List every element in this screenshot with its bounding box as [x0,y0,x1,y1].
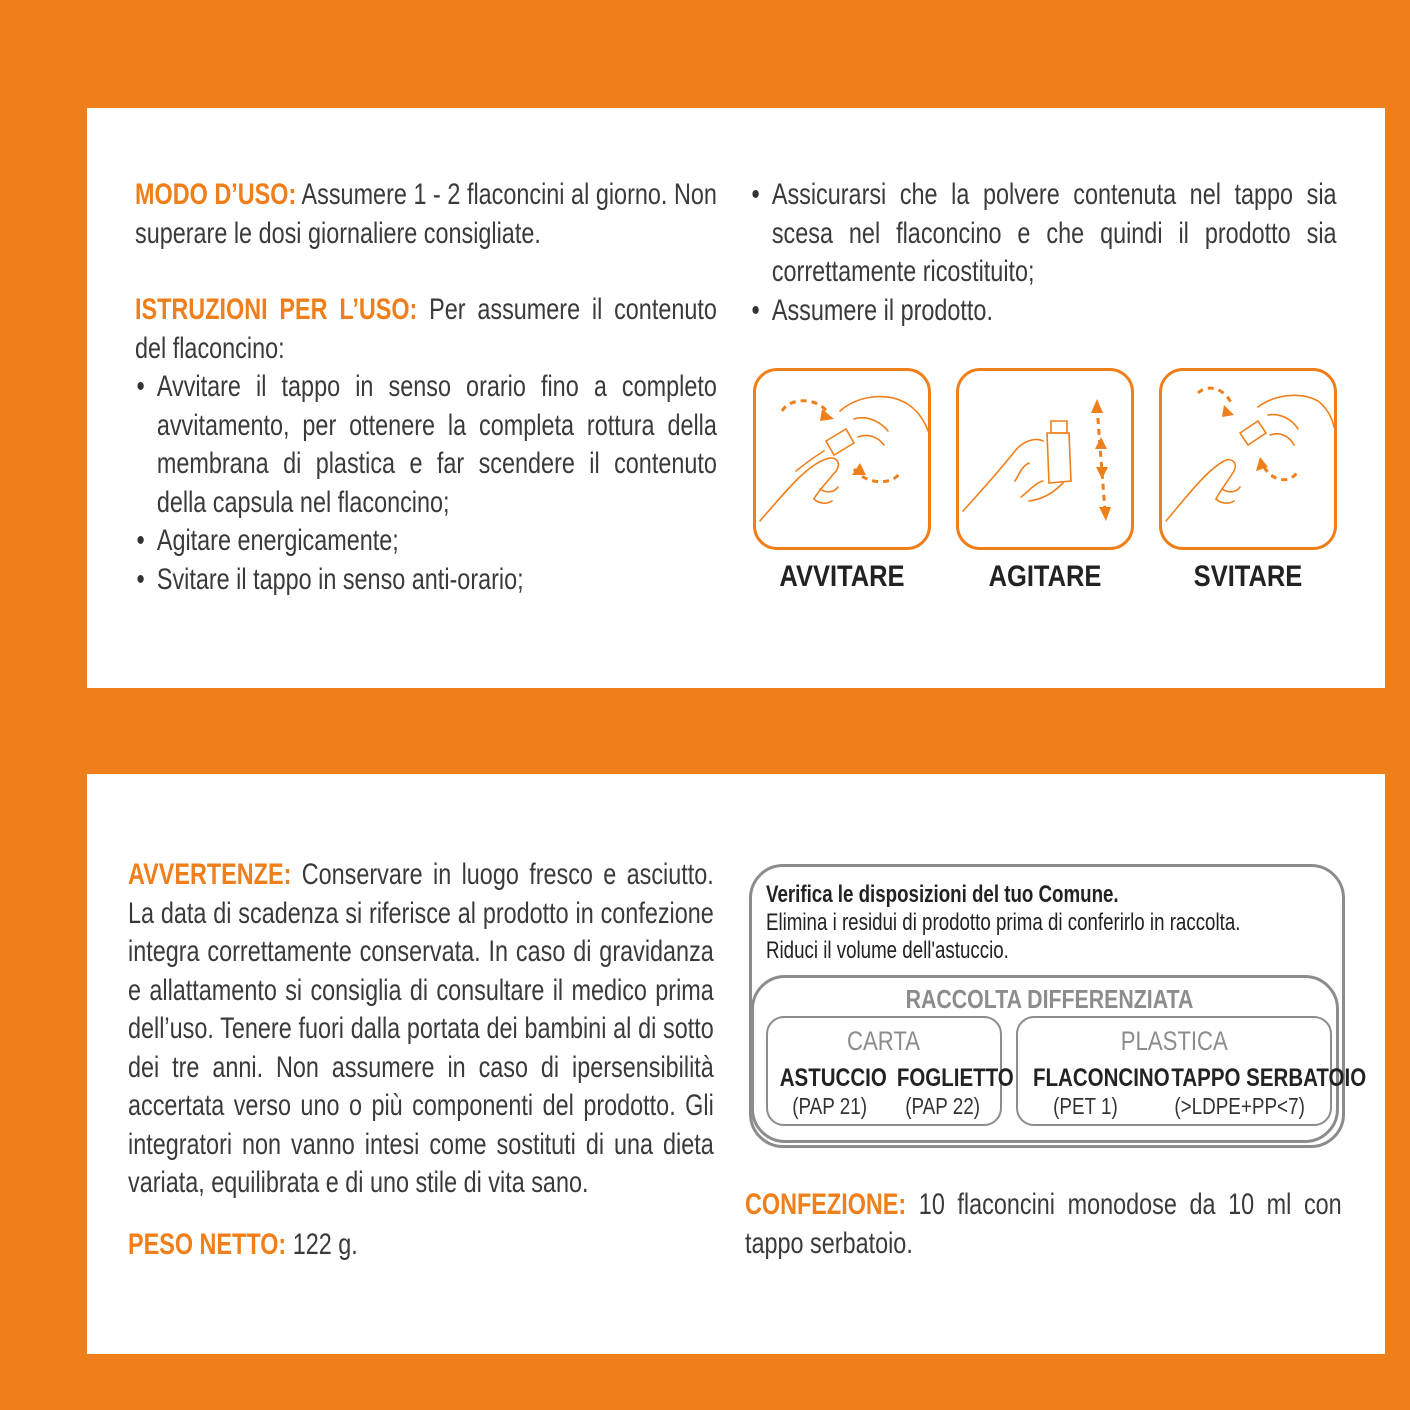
usage-panel [87,108,1385,688]
raccolta-title-text: RACCOLTA DIFFERENZIATA [905,984,1193,1014]
steps-list [135,368,717,599]
avvertenze-paragraph [128,856,714,1203]
screw-cap-icon [753,368,931,550]
list-item: • Avvitare il tappo in senso orario fino a completo avvitamento, per ottenere la completa rottura della membrana di plastica e far scendere il contenuto della capsula nel flaconcino; [135,368,717,522]
recycling-line-2: Elimina i residui di prodotto prima di conferirlo in raccolta. [766,909,1241,936]
modo-paragraph [135,176,717,253]
avvertenze-label: AVVERTENZE: [128,858,292,891]
recycling-line-1: Verifica le disposizioni del tuo Comune. [766,881,1119,908]
list-item: • Svitare il tappo in senso anti-orario; [135,561,717,600]
recycle-item-name: FOGLIETTO [896,1064,1014,1092]
istruzioni-label: ISTRUZIONI PER L’USO: [135,293,418,326]
bin-title-text: CARTA [847,1026,921,1056]
list-item: • Agitare energicamente; [135,522,717,561]
recycle-item [1018,1064,1170,1120]
confezione-text: 10 flaconcini monodose da 10 ml con tappo serbatoio. [745,1188,1342,1260]
recycling-instructions [766,881,1339,965]
recycle-item [1150,1064,1367,1120]
avvertenze-text: Conservare in luogo fresco e asciutto. La data di scadenza si riferisce al prodotto in confezione integra correttamente conservata. In caso di gravidanza e allattamento si consiglia di consultare il medico prima dell’uso. Tenere fuori dalla portata dei bambini al di sotto dei tre anni. Non assumere in caso di ipersensibilità accertata verso uno o più componenti del prodotto. Gli integratori non vanno intesi come sostituti di una dieta variata, equilibrata e di uno stile di vita sano. [128,858,714,1199]
recycling-line-3: Riduci il volume dell'astuccio. [766,937,1009,964]
recycle-item-code: (PAP 21) [792,1093,868,1119]
step-agitare [956,368,1134,594]
step-caption: SVITARE [1193,560,1303,593]
step-caption: AGITARE [988,560,1102,593]
istruzioni-paragraph [135,291,717,368]
confezione-column [745,1186,1342,1263]
peso-value: 122 g. [292,1228,358,1261]
modo-text: Assumere 1 - 2 flaconcini al giorno. Non superare le dosi giornaliere consigliate. [135,178,717,250]
confezione-label: CONFEZIONE: [745,1188,907,1221]
list-item: • Assicurarsi che la polvere contenuta nel tappo sia scesa nel flaconcino e che quindi il prodotto sia correttamente ricostituito; [750,176,1337,292]
istruzioni-text: Per assumere il contenuto del flaconcino: [135,293,717,365]
recycle-item-code: (>LDPE+PP<7) [1174,1093,1306,1119]
unscrew-cap-icon [1159,368,1337,550]
step-caption: AVVITARE [779,560,905,593]
raccolta-title [754,984,1344,1015]
shake-vial-icon [956,368,1134,550]
confezione-paragraph [745,1186,1342,1263]
recycle-item-code: (PET 1) [1052,1093,1118,1119]
warnings-panel [87,774,1385,1354]
recycle-item-name: ASTUCCIO [779,1064,887,1092]
usage-right-column [750,176,1337,330]
recycling-box [749,864,1367,1148]
step-avvitare [753,368,931,594]
recycle-item-code: (PAP 22) [905,1093,981,1119]
recycle-item-name: FLACONCINO [1032,1064,1170,1092]
peso-netto [128,1226,518,1265]
list-item: • Assumere il prodotto. [750,292,1337,331]
recycle-item [768,1064,892,1120]
recycle-item-name: TAPPO SERBATOIO [1171,1064,1367,1092]
modo-label: MODO D’USO: [135,178,297,211]
raccolta-box [751,975,1367,1143]
avvertenze-column [128,856,714,1203]
bin-plastica [1016,1016,1367,1126]
recycle-item [884,1064,1014,1120]
bin-title [768,1026,1000,1057]
bin-title-text: PLASTICA [1120,1026,1228,1056]
step-svitare [1159,368,1337,594]
bin-carta [766,1016,1014,1126]
usage-left-column [135,176,717,599]
steps-list-continued [750,176,1337,330]
bin-title [1018,1026,1330,1057]
peso-label: PESO NETTO: [128,1228,287,1261]
